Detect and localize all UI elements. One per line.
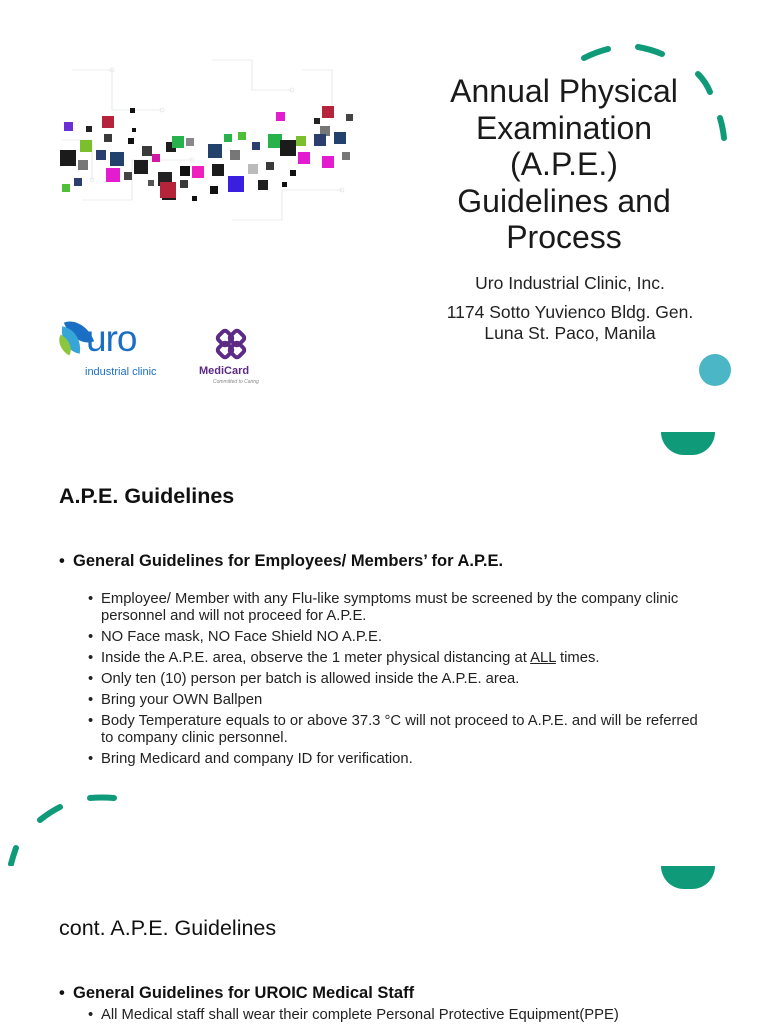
slide-heading: cont. A.P.E. Guidelines	[59, 916, 277, 940]
green-half-circle-decoration	[661, 866, 715, 889]
uro-logo-subtitle: industrial clinic	[85, 366, 157, 378]
address-line: Luna St. Paco, Manila	[484, 323, 656, 343]
company-name: Uro Industrial Clinic, Inc.	[475, 273, 665, 293]
dashed-arc-decoration	[570, 38, 740, 148]
list-item: • Body Temperature equals to or above 37.3 °C will not proceed to A.P.E. and will be referred to company clinic personnel.	[101, 713, 701, 747]
company-address	[418, 302, 722, 344]
medicard-logo	[198, 322, 264, 388]
section-list	[59, 552, 719, 571]
guidelines-slide	[0, 432, 768, 866]
title-line: Annual Physical	[450, 73, 678, 109]
list-item	[101, 650, 701, 667]
uro-logo-word: uro	[86, 318, 137, 359]
section-heading: • General Guidelines for UROIC Medical Staff	[59, 984, 719, 1003]
slide-heading: A.P.E. Guidelines	[59, 484, 235, 508]
address-line: 1174 Sotto Yuvienco Bldg. Gen.	[446, 302, 694, 322]
section-list	[59, 984, 719, 1003]
list-item: • Only ten (10) person per batch is allowed inside the A.P.E. area.	[101, 671, 701, 688]
guidelines-continued-slide	[0, 866, 768, 1024]
uro-industrial-clinic-logo	[52, 308, 172, 386]
guideline-list	[101, 1007, 741, 1024]
slide-subtitle	[418, 273, 722, 344]
title-line: Guidelines and	[457, 182, 671, 219]
title-line: Examination	[475, 109, 653, 146]
title-line: (A.P.E.)	[510, 146, 618, 182]
pixel-squares-banner-image	[52, 30, 360, 248]
medicard-knot-icon	[211, 324, 251, 364]
section-heading: • General Guidelines for Employees/ Members’ for A.P.E.	[59, 552, 719, 571]
medicard-logo-word: MediCard	[199, 365, 250, 377]
title-line: Process	[506, 219, 622, 255]
list-item: • All Medical staff shall wear their complete Personal Protective Equipment(PPE)	[101, 1007, 741, 1024]
guideline-list	[101, 591, 701, 772]
teal-dot-decoration	[699, 354, 731, 386]
list-item: • Bring your OWN Ballpen	[101, 692, 701, 709]
green-half-circle-decoration	[661, 432, 715, 455]
list-item: • Bring Medicard and company ID for verification.	[101, 751, 701, 768]
title-slide	[0, 0, 768, 432]
medicard-logo-tagline: Committed to Caring	[213, 379, 259, 385]
underlined-emphasis: ALL	[530, 650, 556, 666]
list-item-text: Inside the A.P.E. area, observe the 1 meter physical distancing at	[101, 650, 531, 666]
list-item: • Employee/ Member with any Flu-like symptoms must be screened by the company clinic personnel and will not proceed for A.P.E.	[101, 591, 701, 625]
list-item: • NO Face mask, NO Face Shield NO A.P.E.	[101, 629, 701, 646]
dashed-arc-decoration	[0, 786, 130, 866]
list-item-text: times.	[555, 650, 600, 666]
